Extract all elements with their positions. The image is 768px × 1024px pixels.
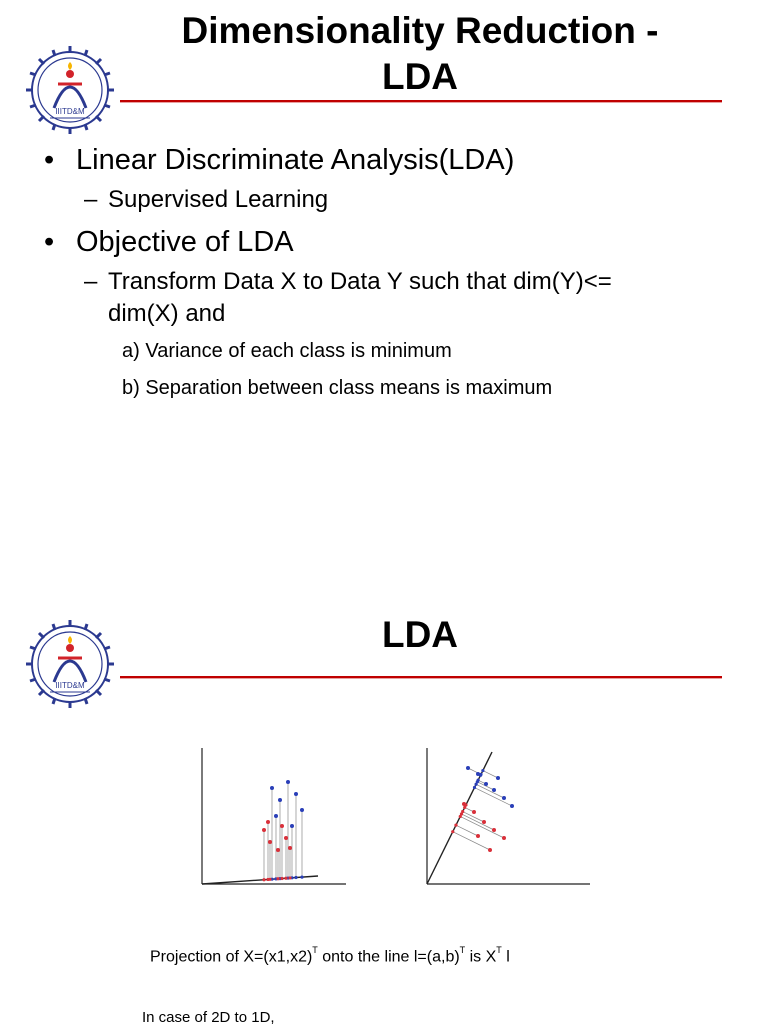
list-item: a) Variance of each class is minimum <box>122 340 452 362</box>
data-point <box>502 836 506 840</box>
bullet-dot-icon: • <box>44 144 55 176</box>
data-point <box>278 798 282 802</box>
data-point <box>276 848 280 852</box>
logo-text: IIITD&M <box>55 681 85 690</box>
dash-icon: – <box>84 186 98 213</box>
bullet-list <box>44 140 724 410</box>
right-projection-plot <box>427 748 590 884</box>
iiitdm-logo-icon <box>24 618 116 710</box>
data-point <box>466 766 470 770</box>
projected-point <box>288 876 291 879</box>
slide-title: LDA <box>381 614 459 655</box>
note-text: In case of 2D to 1D, <box>142 1009 275 1024</box>
data-point <box>496 776 500 780</box>
projected-point <box>451 830 454 833</box>
projected-point <box>276 877 279 880</box>
projected-point <box>294 876 297 879</box>
slide-title-line1: Dimensionality Reduction - <box>181 10 659 51</box>
list-item: b) Separation between class means is maximum <box>122 377 553 399</box>
list-item: • Linear Discriminate Analysis(LDA) <box>44 140 724 180</box>
list-item: • Objective of LDA <box>44 222 724 262</box>
iiitdm-logo-icon <box>24 44 116 136</box>
dash-icon: – <box>84 268 98 295</box>
projected-point <box>300 876 303 879</box>
title-underline <box>120 100 722 103</box>
slide-title <box>120 8 720 100</box>
projected-point <box>459 815 462 818</box>
data-point <box>270 786 274 790</box>
data-point <box>266 820 270 824</box>
data-point <box>488 848 492 852</box>
data-point <box>476 834 480 838</box>
lda-projection-figure <box>168 730 598 910</box>
data-point <box>268 840 272 844</box>
data-point <box>300 808 304 812</box>
data-point <box>510 804 514 808</box>
data-point <box>472 810 476 814</box>
projected-point <box>475 783 478 786</box>
projected-point <box>280 877 283 880</box>
data-point <box>262 828 266 832</box>
projected-point <box>463 806 466 809</box>
left-projection-plot <box>202 748 346 884</box>
data-point <box>290 824 294 828</box>
data-point <box>492 788 496 792</box>
data-point <box>286 780 290 784</box>
data-point <box>284 836 288 840</box>
logo-text: IIITD&M <box>55 107 85 116</box>
slide-lda <box>0 596 768 1024</box>
data-point <box>482 820 486 824</box>
title-underline <box>120 676 722 679</box>
list-item: – Transform Data X to Data Y such that dim(Y)<= dim(X) and <box>84 268 612 327</box>
list-item: – Supervised Learning <box>44 184 724 216</box>
projected-point <box>479 774 482 777</box>
data-point <box>492 828 496 832</box>
data-point <box>294 792 298 796</box>
projected-point <box>481 769 484 772</box>
projected-point <box>284 877 287 880</box>
bullet-dot-icon: • <box>44 226 55 258</box>
projected-point <box>262 878 265 881</box>
slide-dimensionality-reduction <box>0 0 768 500</box>
projected-point <box>266 878 269 881</box>
data-point <box>484 782 488 786</box>
data-point <box>502 796 506 800</box>
data-point <box>274 814 278 818</box>
slide-title-line2: LDA <box>381 56 459 97</box>
projected-point <box>473 786 476 789</box>
data-point <box>280 824 284 828</box>
data-point <box>288 846 292 850</box>
projection-caption: Projection of $X=(x1,x2)^T$ onto the line $l=(a,b)^T$ is $X^T$ l <box>150 945 510 966</box>
projected-point <box>454 824 457 827</box>
